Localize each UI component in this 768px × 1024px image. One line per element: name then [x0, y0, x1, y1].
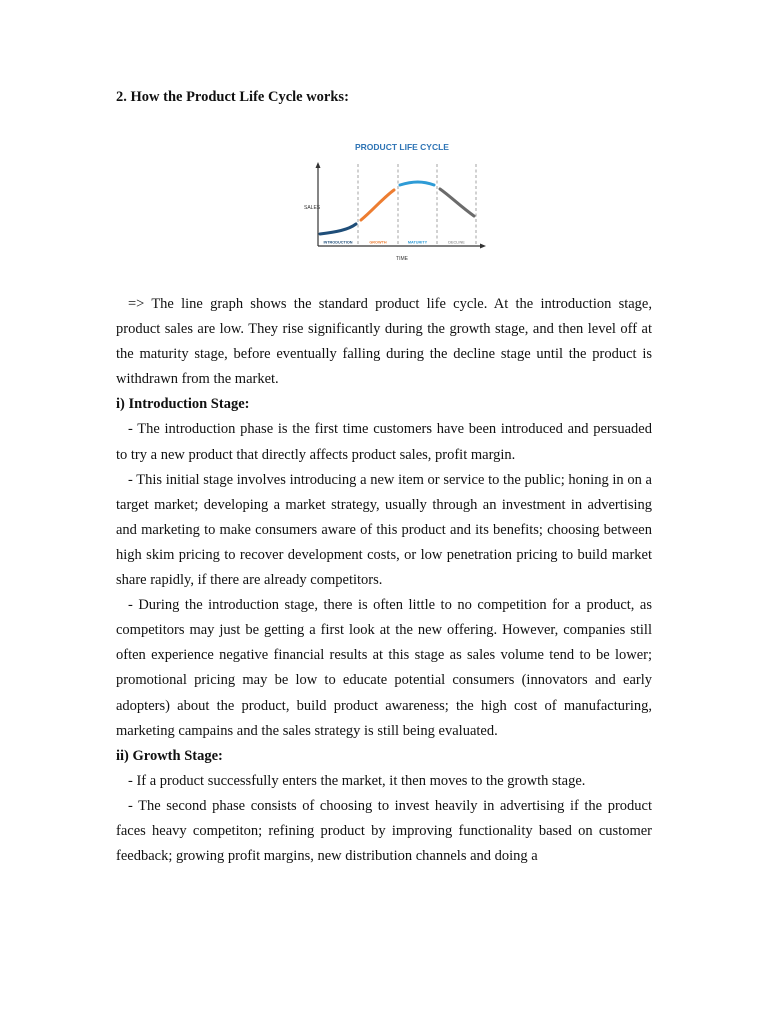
curve-introduction: [320, 224, 356, 234]
stage-label-introduction: INTRODUCTION: [323, 240, 353, 245]
section-heading: 2. How the Product Life Cycle works:: [116, 89, 349, 105]
growth-stage-heading: ii) Growth Stage:: [116, 747, 223, 764]
x-axis-label: TIME: [396, 256, 408, 262]
stage-label-decline: DECLINE: [448, 240, 465, 245]
stage-label-growth: GROWTH: [369, 240, 387, 245]
x-axis-arrow: [480, 244, 486, 249]
curve-decline: [440, 189, 474, 216]
growth-paragraph-1: - If a product successfully enters the market, it then moves to the growth stage.: [128, 772, 586, 789]
y-axis-arrow: [316, 162, 321, 168]
curve-growth: [361, 190, 394, 220]
intro-paragraph: => The line graph shows the standard product life cycle. At the introduction stage, product sales are low. They rise significantly during the growth stage, and then level off at the maturity stage, before eventually falling during the decline stage until the product is withdrawn from the market.: [116, 296, 652, 388]
plc-diagram: [288, 124, 498, 274]
stage-label-maturity: MATURITY: [407, 240, 428, 245]
introduction-paragraph-3: - During the introduction stage, there is often little to no competition for a product, as competitors may just be getting a first look at the new offering. However, companies still often experience negative financial results at this stage as sales volume tend to be lower; promotional pricing may be low to educate potential consumers (innovators and early adopters) about the product, build product awareness; the high cost of manufacturing, marketing campains and the sales strategy is still being evaluated.: [116, 597, 652, 739]
introduction-paragraph-1: - The introduction phase is the first time customers have been introduced and persuaded to try a new product that directly affects product sales, profit margin.: [116, 421, 652, 463]
product-life-cycle-figure: [288, 124, 498, 274]
document-body: [116, 292, 652, 869]
introduction-stage-heading: i) Introduction Stage:: [116, 396, 250, 413]
figure-title: PRODUCT LIFE CYCLE: [355, 142, 449, 152]
y-axis-label: SALES: [304, 205, 321, 211]
curve-maturity: [400, 182, 434, 185]
growth-paragraph-2: - The second phase consists of choosing to invest heavily in advertising if the product faces heavy competiton; refining product by improving functionality based on customer feedback; growing profit margins, new distribution channels and doing a: [116, 797, 652, 865]
introduction-paragraph-2: - This initial stage involves introducing a new item or service to the public; honing in on a target market; developing a market strategy, usually through an investment in advertising and marketing to make consumers aware of this product and its benefits; choosing between high skim pricing to recover development costs, or low penetration pricing to build market share rapidly, if there are already competitors.: [116, 471, 652, 589]
